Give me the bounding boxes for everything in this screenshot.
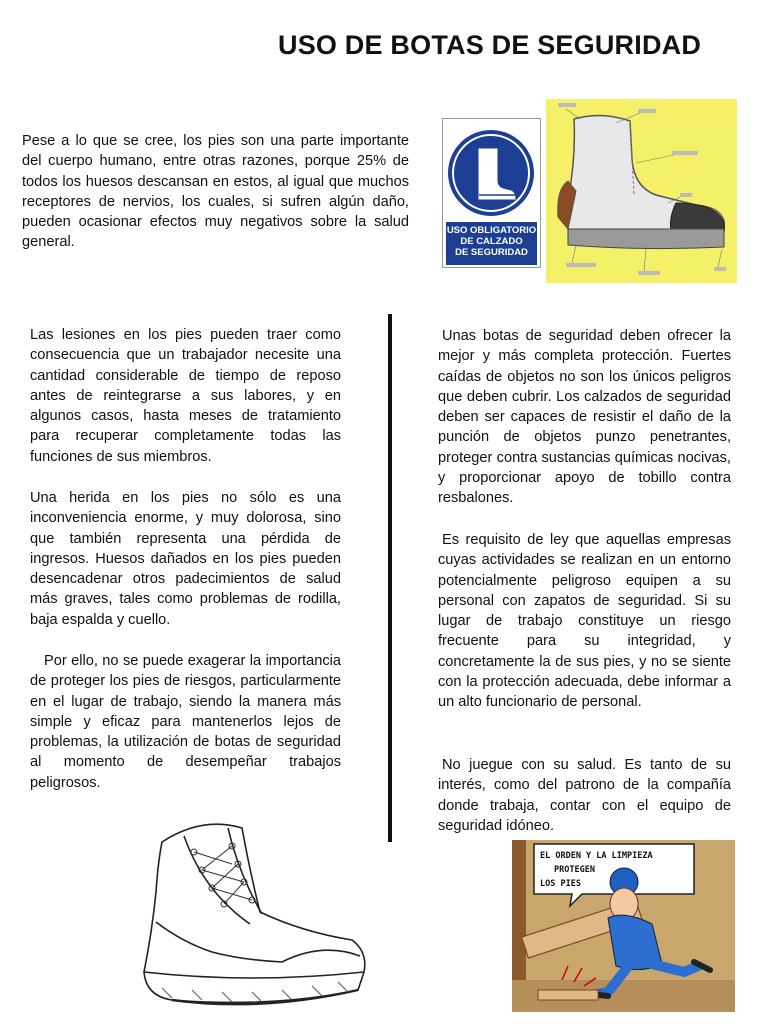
- sign-caption: USO OBLIGATORIO DE CALZADO DE SEGURIDAD: [446, 222, 537, 265]
- mandatory-footwear-sign: [442, 118, 541, 268]
- intro-paragraph: Pese a lo que se cree, los pies son una parte importante del cuerpo humano, entre otras razones, porque 25% de todos los huesos descansan en estos, al igual que muchos receptores de nervios, los cuales, si sufren algún daño, pueden ocasionar efectos muy negativos sobre la salud general.: [22, 133, 409, 251]
- bubble-line-3: LOS PIES: [540, 879, 581, 889]
- cartoon-illustration: [512, 840, 735, 1012]
- bubble-line-1: EL ORDEN Y LA LIMPIEZA: [540, 851, 653, 861]
- right-paragraph-1: Unas botas de seguridad deben ofrecer la mejor y más completa protección. Fuertes caídas de objetos no son los únicos peligros que deben cubrir. Los calzados de seguridad deben ser capaces de resistir el daño de la punción de objetos punzo penetrantes, proteger contra sustancias químicas nocivas, y proporcionar apoyo de tobillo contra resbalones.: [438, 328, 731, 507]
- left-paragraph-1: Las lesiones en los pies pueden traer como consecuencia que un trabajador necesite una cantidad considerable de tiempo de reposo antes de reintegrarse a sus labores, y en algunos casos, hasta meses de tratamiento para recuperar completamente todas las funciones de sus miembros.: [30, 327, 341, 465]
- cartoon-worker: [512, 840, 735, 1012]
- left-paragraph-3: Por ello, no se puede exagerar la importancia de proteger los pies de riesgos, particularmente en el lugar de trabajo, siendo la manera más simple y eficaz para mantenerlos lejos de problemas, la utilización de botas de seguridad al momento de desempeñar trabajos peligrosos.: [30, 653, 341, 791]
- column-divider: [388, 314, 392, 842]
- right-paragraph-3: No juegue con su salud. Es tanto de su interés, como del patrono de la compañía donde trabaja, contar con el equipo de seguridad idóneo.: [438, 757, 731, 834]
- page-title: USO DE BOTAS DE SEGURIDAD: [278, 30, 702, 60]
- safety-boot-icon: [443, 119, 540, 219]
- boot-sketch: [132, 812, 382, 1017]
- bubble-line-2: PROTEGEN: [554, 865, 595, 875]
- shoe-diagram-illustration: [546, 99, 737, 283]
- right-paragraph-2: Es requisito de ley que aquellas empresas cuyas actividades se realizan en un entorno potencialmente peligroso equipen a su personal con zapatos de seguridad. Si su lugar de trabajo constituye un riesgo frecuente para su integridad, y concretamente la de sus pies, y no se siente con la protección adecuada, debe informar a un alto funcionario de personal.: [438, 532, 731, 711]
- left-paragraph-2: Una herida en los pies no sólo es una inconveniencia enorme, y muy dolorosa, sino que también representa una pérdida de ingresos. Huesos dañados en los pies pueden desencadenar otros padecimientos de salud más graves, tales como problemas de rodilla, baja espalda y cuello.: [30, 490, 341, 628]
- boot-line-drawing: [132, 812, 382, 1017]
- shoe-parts-diagram: [546, 99, 737, 283]
